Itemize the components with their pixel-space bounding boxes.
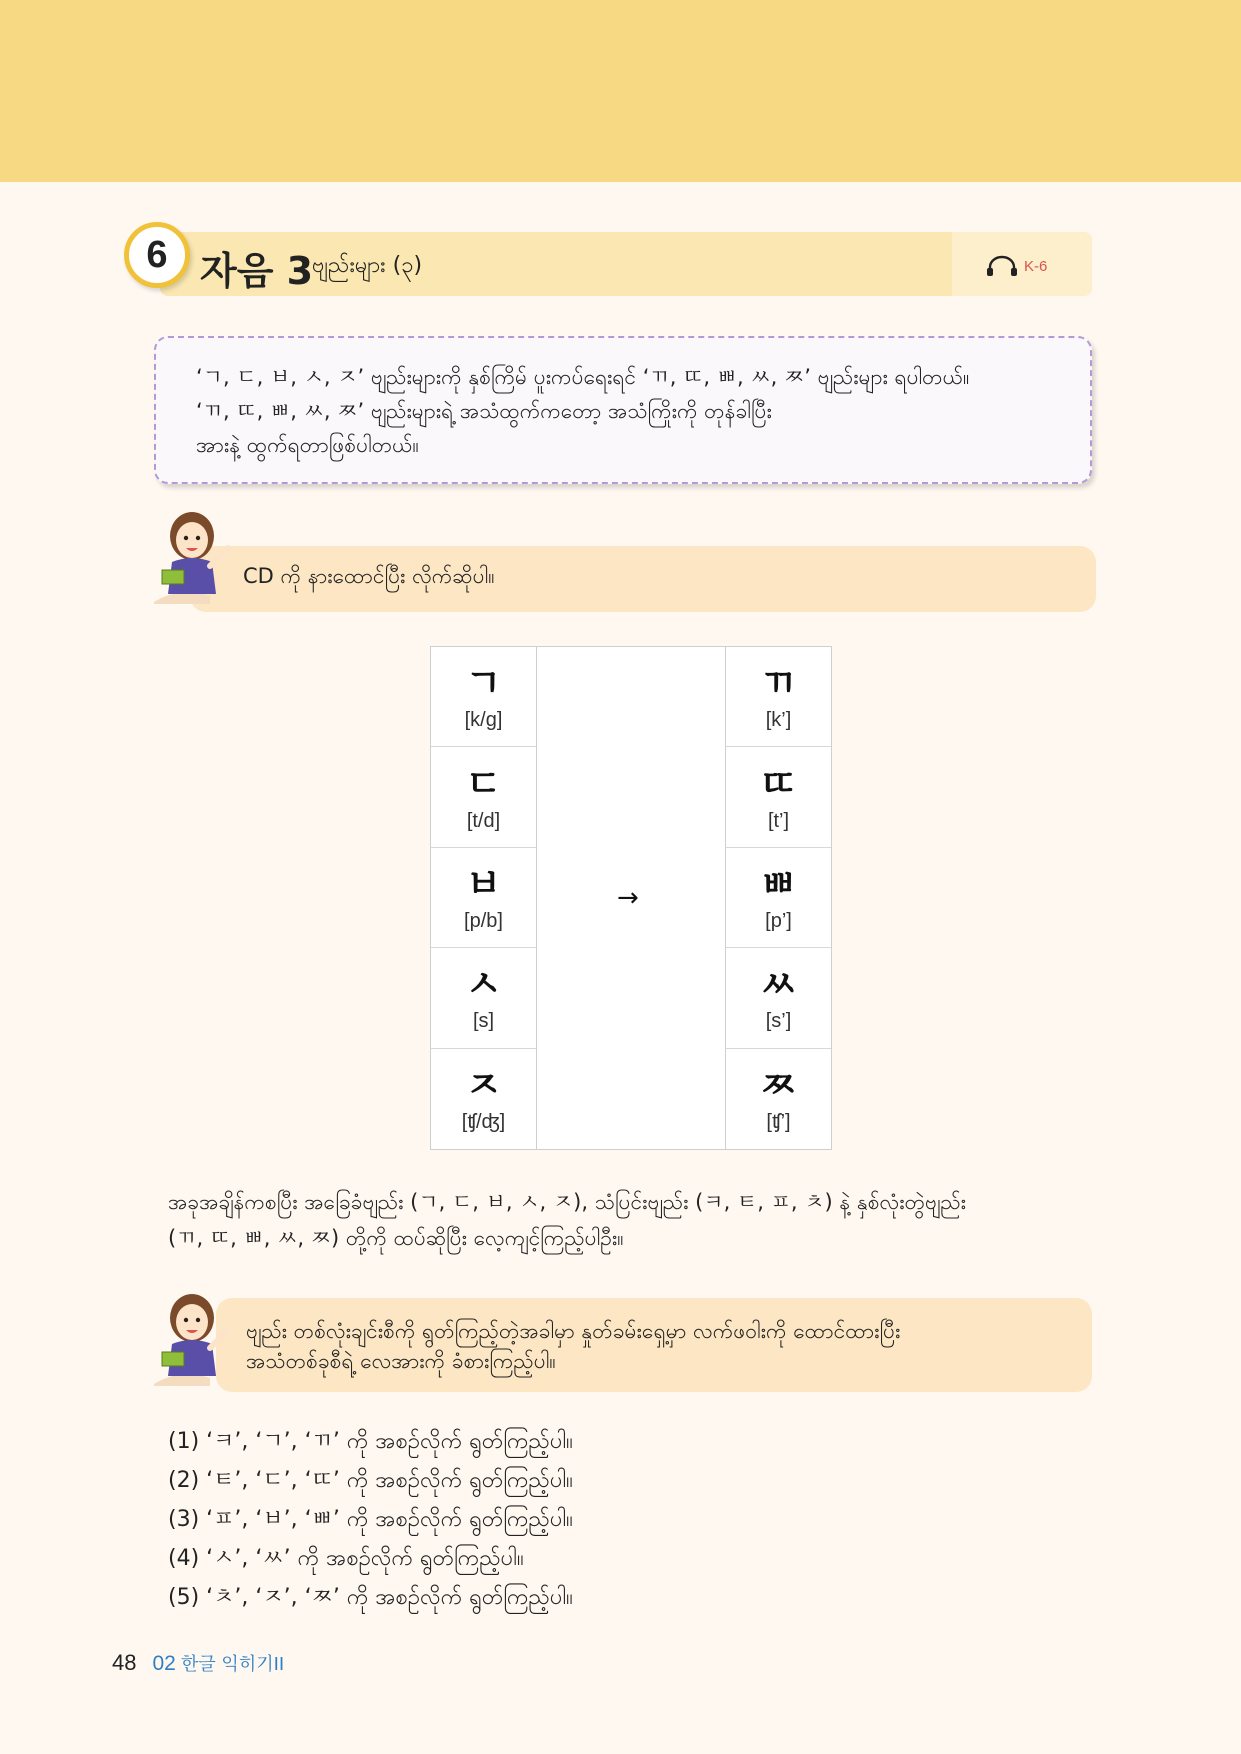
- consonant-char: ㅃ: [760, 861, 797, 906]
- note-line: ‘ㄱ, ㄷ, ㅂ, ㅅ, ㅈ’ ဗျည်းများကို နှစ်ကြိမ် ပူးကပ်ရေးရင် ‘ㄲ, ㄸ, ㅃ, ㅆ, ㅉ’ ဗျည်းများ ရပါတယ်။: [196, 365, 970, 389]
- audio-track-label: K-6: [1024, 257, 1048, 275]
- double-consonants-column: [725, 647, 831, 1149]
- consonant-char: ㄱ: [465, 661, 502, 706]
- consonant-cell: [431, 848, 536, 948]
- instruction-listen-repeat: CD ကို နားထောင်ပြီး လိုက်ဆိုပါ။: [243, 564, 495, 588]
- exercise-item: (4) ‘ㅅ’, ‘ㅆ’ ကို အစဉ်လိုက် ရွတ်ကြည့်ပါ။: [168, 1546, 524, 1571]
- consonant-cell: [726, 747, 831, 847]
- consonant-romanization: [ʧ/ʤ]: [461, 1111, 506, 1134]
- consonant-char: ㅆ: [760, 962, 797, 1007]
- note-box: [154, 336, 1092, 484]
- consonant-romanization: [t/d]: [466, 809, 501, 832]
- instruction-line: ဗျည်း တစ်လုံးချင်းစီကို ရွတ်ကြည့်တဲ့အခါမှာ နှုတ်ခမ်းရှေ့မှာ လက်ဖဝါးကို ထောင်ထားပြီး: [246, 1319, 901, 1343]
- consonant-romanization: [k’]: [765, 709, 792, 732]
- consonant-romanization: [k/g]: [464, 709, 503, 732]
- consonant-cell: [726, 948, 831, 1048]
- consonant-cell: [431, 948, 536, 1048]
- chapter-title: 한글 익히기II: [180, 1654, 285, 1675]
- exercise-item: (5) ‘ㅊ’, ‘ㅈ’, ‘ㅉ’ ကို အစဉ်လိုက် ရွတ်ကြည့်ပါ။: [168, 1585, 573, 1610]
- consonant-romanization: [ʧ’]: [766, 1111, 791, 1134]
- teacher-character-icon: [150, 500, 246, 604]
- note-line: အားနဲ့ ထွက်ရတာဖြစ်ပါတယ်။: [196, 433, 419, 457]
- consonant-cell: [726, 1049, 831, 1149]
- exercise-item: (3) ‘ㅍ’, ‘ㅂ’, ‘ㅃ’ ကို အစဉ်လိုက် ရွတ်ကြည့်ပါ။: [168, 1507, 573, 1532]
- consonant-char: ㅉ: [760, 1063, 797, 1108]
- consonant-cell: [431, 747, 536, 847]
- consonant-romanization: [s]: [472, 1010, 495, 1033]
- chapter-label: [152, 1650, 284, 1676]
- instruction-palm-breath: [246, 1316, 900, 1376]
- consonant-cell: [726, 848, 831, 948]
- instruction-line: အသံတစ်ခုစီရဲ့ လေအားကို ခံစားကြည့်ပါ။: [246, 1349, 556, 1373]
- consonant-char: ㄷ: [465, 761, 502, 806]
- exercise-item: (1) ‘ㅋ’, ‘ㄱ’, ‘ㄲ’ ကို အစဉ်လိုက် ရွတ်ကြည့်ပါ။: [168, 1429, 573, 1454]
- section-number-badge: 6: [124, 222, 190, 288]
- consonant-cell: [726, 647, 831, 747]
- consonant-char: ㄸ: [760, 761, 797, 806]
- note-line: ‘ㄲ, ㄸ, ㅃ, ㅆ, ㅉ’ ဗျည်းများရဲ့ အသံထွက်ကတော့ အသံကြိုးကို တုန်ခါပြီး: [196, 399, 772, 423]
- consonant-romanization: [s’]: [765, 1010, 792, 1033]
- paragraph-line: (ㄲ, ㄸ, ㅃ, ㅆ, ㅉ) တို့ကို ထပ်ဆိုပြီး လေ့ကျင့်ကြည့်ပါဦး။: [168, 1226, 624, 1250]
- page-number: 48: [112, 1650, 137, 1675]
- top-header-band: [0, 0, 1241, 182]
- exercise-list: [168, 1422, 573, 1617]
- consonant-char: ㅅ: [465, 962, 502, 1007]
- teacher-character-icon: [150, 1282, 246, 1386]
- audio-track[interactable]: [984, 254, 1047, 278]
- basic-consonants-column: [431, 647, 537, 1149]
- section-title: 자음 3: [200, 249, 314, 293]
- exercise-item: (2) ‘ㅌ’, ‘ㄷ’, ‘ㄸ’ ကို အစဉ်လိုက် ရွတ်ကြည့်ပါ။: [168, 1468, 573, 1493]
- consonant-romanization: [p’]: [765, 909, 792, 932]
- practice-paragraph: [168, 1184, 1068, 1256]
- page-footer: [112, 1650, 284, 1676]
- paragraph-line: အခုအချိန်ကစပြီး အခြေခံဗျည်း (ㄱ, ㄷ, ㅂ, ㅅ, ㅈ), သံပြင်းဗျည်း (ㅋ, ㅌ, ㅍ, ㅊ) နဲ့ နှစ်လုံးတွဲဗျည်း: [168, 1190, 966, 1214]
- consonant-char: ㅈ: [465, 1063, 502, 1108]
- consonant-cell: [431, 647, 536, 747]
- chapter-number: 02: [152, 1652, 176, 1675]
- consonant-romanization: [t’]: [767, 809, 790, 832]
- consonant-romanization: [p/b]: [464, 909, 503, 932]
- consonant-char: ㅂ: [465, 861, 502, 906]
- right-arrow-icon: →: [617, 883, 639, 913]
- consonant-char: ㄲ: [760, 661, 797, 706]
- consonant-table: [430, 646, 832, 1150]
- section-subtitle: ဗျည်းများ (၃): [312, 253, 423, 278]
- headphones-icon: [984, 254, 1020, 278]
- consonant-cell: [431, 1049, 536, 1149]
